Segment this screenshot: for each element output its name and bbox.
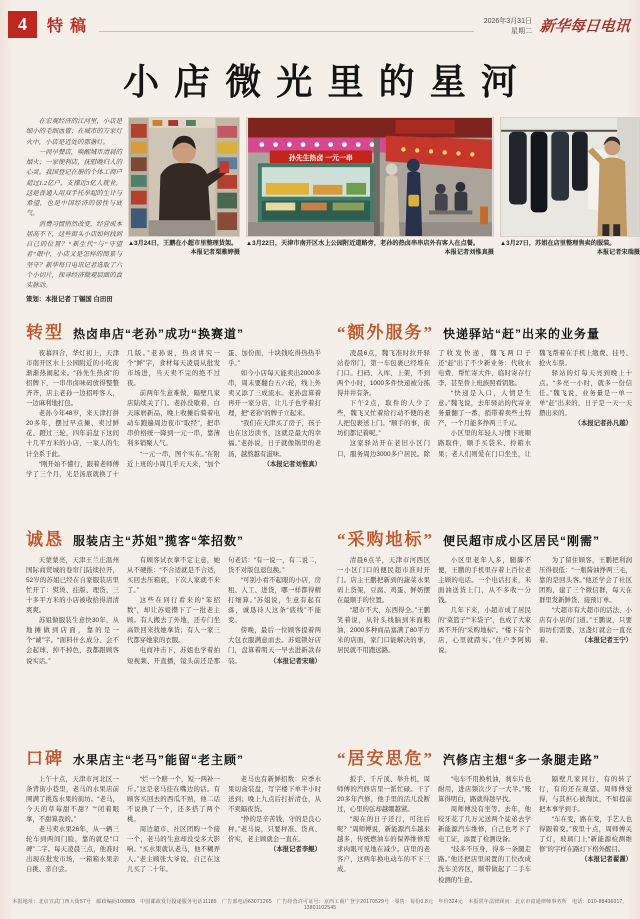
section-label: 特稿 bbox=[47, 18, 94, 35]
article-paragraph: 这些在同行看来的“笨招数”，却让苏姐攒下了一批老主顾。有人搬去了外地，还专门坐高铁回来找她拿货；有人一家三代都穿她家的衣服。 bbox=[127, 596, 220, 645]
article-section bbox=[337, 744, 632, 905]
section-title: 水果店主“老马”能留“老主顾” bbox=[73, 752, 245, 767]
article-paragraph: “挣的是辛苦钱，守的是良心秤。”老马说，只要秤准、货真、价实，老主顾就会一直在。 （本报记者李鲲） bbox=[228, 815, 321, 845]
article-paragraph: 驿站的灯每天亮到晚上十点。“多亮一小时，就多一份信任。”魏飞说，业务量是一单一单“赶”出来的，日子是一天一天攒出来的。 （本报记者孙凡越） bbox=[539, 369, 632, 420]
article-paragraph: 小区里的年轻人习惯下班顺路取件，顺手买袋米、拎箱水果；老人们则爱在门口坐坐，让魏飞帮着在手机上缴费、挂号、抢火车票。 bbox=[438, 349, 632, 458]
intro-paragraph: 在宏观经济的江河里，小店是细小的毛细血管；在城市的万家灯火中，小店是近处的那盏灯。 bbox=[26, 118, 122, 146]
section-headline bbox=[337, 318, 632, 343]
article-sections bbox=[0, 306, 640, 905]
intro-column bbox=[26, 117, 122, 306]
article-paragraph: “电车不用换机油，刹车片也耐用，进店频次少了一大半。”账算得明白，路就得趁早找。 bbox=[438, 775, 531, 803]
photo-caption bbox=[500, 240, 640, 258]
article-paragraph: “车在变，路在变，手艺人也得跟着变。”夜里十点，周师傅关了灯，玻璃门上“新能源检测维修”的字样在路灯下格外醒目。 （本报记者翟濯） bbox=[539, 815, 632, 855]
supermarket-photo-image bbox=[128, 117, 240, 237]
section-tag: 口碑 bbox=[26, 748, 64, 768]
section-headline bbox=[337, 744, 632, 769]
photo-supermarket bbox=[128, 117, 240, 258]
article-paragraph: 上午十点，天津市河北区一条背街小巷里，老马的水果店前围满了挑选水果的街坊。“老马，今天的草莓甜不甜？”“闭着眼拿，不甜算我的。” bbox=[26, 775, 119, 823]
clothing-shop-photo-image bbox=[500, 117, 640, 237]
page-number: 4 bbox=[18, 14, 27, 34]
article-paragraph: 老马也有新鲜招数：应季水果切盒装盘，写字楼下单半小时送到；晚上九点后打折清仓，从不卖隔夜货。 bbox=[228, 775, 321, 813]
reporter-credit: （本报记者孙凡越） bbox=[574, 420, 632, 428]
reporter-credit: （本报记者翟濯） bbox=[580, 856, 632, 864]
caption-credit: 本报记者刘惟真摄 bbox=[444, 248, 494, 256]
article-paragraph: “大超市有大超市的活法，小店有小店的门道。”王鹏说，只要街坊们需要，这盏灯就会一直亮着。 （本报记者王宁） bbox=[539, 606, 632, 646]
intro-paragraph: 消费习惯悄然改变，经营成本居高不下，这些街头小店如何找到自己的位置？“新生代”与“守望者”眼中，小店又是怎样的图景与坚守？新华每日电讯记者选取了六个小切片，探寻经济微观层面的真实脉动。 bbox=[26, 220, 122, 289]
article-section bbox=[337, 318, 632, 513]
article-paragraph: 傍晚，最后一位顾客提着两大包衣服满意而去。苏姐锁好店门，盘算着明天一早去进新款春装。 （本报记者宋瑞） bbox=[228, 626, 321, 666]
article-section bbox=[337, 525, 632, 732]
article-paragraph: 隔壁几家同行，有的转了行，有的还在观望。周师傅觉得，与其担心被淘汰，不如提前把本事学到手。 bbox=[539, 775, 632, 813]
section-body bbox=[337, 556, 632, 732]
header-rule bbox=[99, 31, 474, 32]
article-paragraph: “我们在天津买了房子，孩子也在这边读书，这就是最大的幸福。”老孙说，日子就像锅里的老汤，越熬越有滋味。 （本报记者刘惟真） bbox=[228, 419, 321, 459]
page-number-box bbox=[8, 11, 37, 38]
intro-paragraph: 一间早餐店，唤醒城市清晨的烟火；一家便利店，抚慰晚归人的心灵。我国登记在册的个体工商户超过1.2亿户，支撑近3亿人就业，这是普通人用双手托举起的生计与希望，也是中国经济的韧性与底气。 bbox=[26, 148, 122, 218]
article-paragraph: “烂一个赔一个，短一两补一斤。”这是老马挂在嘴边的话。有顾客买回去的西瓜不熟，他二话不说换了一个，还多搭了两个桃。 bbox=[127, 775, 220, 823]
article-section bbox=[26, 525, 321, 732]
section-tag: “采购地标” bbox=[337, 529, 434, 549]
intro-paragraphs bbox=[26, 117, 122, 291]
page-header bbox=[0, 0, 640, 38]
article-paragraph: 电商冲击下，苏姐也学着拍短视频、开直播，镜头前还是那句老话：“有一说一，有二说二，货不对版包退包换。” bbox=[127, 556, 321, 665]
caption-credit: 本报记者宋瑞摄 bbox=[596, 248, 640, 256]
page-footer: 本报地址：北京宣武门西大街57号 邮政编码100803 中国邮政发行投递服务电话11185 广告部电话63071265 广告经营许可证号：京西工商广登字20170529号 零售：每份0.8元 年价324元 本报常年法律顾问：北京市富通律师事务所 电话：010-88406017、13801102545 bbox=[12, 899, 628, 911]
photo-caption bbox=[246, 240, 494, 258]
section-title: 快递驿站“赶”出来的业务量 bbox=[443, 326, 601, 341]
section-body bbox=[337, 775, 632, 905]
section-tag: 诚恳 bbox=[26, 529, 64, 549]
stall-sign-text: 孙先生热卤 一元一串 bbox=[288, 154, 353, 162]
article-paragraph: 有顾客试衣拿不定主意，她从不硬推：“不合适就是不合适，买回去压箱底，下次人家就不来了。” bbox=[127, 556, 220, 594]
article-paragraph: 周师傅没有坐等。去年，他咬牙花了几万元送两个徒弟去学新能源汽车维修，自己也考下了电工证，添置了检测设备。 bbox=[438, 805, 531, 844]
article-paragraph: 老马卖水果26年，从一辆三轮车到两间门脸，靠的就是“口碑”二字。每天凌晨三点，他准时出现在批发市场，一箱箱水果亲自挑、亲自尝。 bbox=[26, 826, 119, 874]
section-body bbox=[337, 349, 632, 513]
caption-text: ▲3月22日，天津市南开区水上公园附近道路旁，老孙的热卤串串店外有客人在点餐。 bbox=[246, 240, 480, 247]
section-headline bbox=[337, 525, 632, 550]
article-paragraph: 夜幕四合，华灯初上，天津市南开区水上公园附近的小吃街渐渐热闹起来。“孙先生热卤”的招牌下，一串串卤味码放得整整齐齐，店主老孙一边招呼客人，一边麻利地打包。 bbox=[26, 349, 119, 408]
reporter-credit: （本报记者王宁） bbox=[580, 637, 632, 645]
section-body bbox=[26, 556, 321, 732]
section-headline bbox=[26, 318, 321, 343]
section-title: 服装店主“苏姐”揽客“笨招数” bbox=[73, 533, 245, 548]
section-tag: “居安思危” bbox=[337, 748, 434, 768]
article-paragraph: “超市不大，东西得全。”王鹏笑着说，从针头线脑到米面粮油，2000多种商品塞满了80平方米的店面，家门口能解决的事，居民就不用跑远路。 bbox=[337, 607, 430, 655]
reporter-credit: （本报记者宋瑞） bbox=[269, 657, 321, 665]
page-title: 小店微光里的星河 bbox=[123, 62, 533, 102]
article-paragraph: “刚开始不懂行，跟着老师傅学了三个月，光是汤底就换了十几版。”老孙说，热卤讲究一个“鲜”字，食材每天凌晨从批发市场进，当天卖不完的绝不过夜。 bbox=[26, 349, 220, 478]
article-paragraph: 几年下来，小超市成了居民的“菜篮子”“米袋子”，也成了大家离不开的“采购地标”。“楼下有个店，心里就踏实。”住户李阿姨说。 bbox=[438, 607, 531, 655]
article-paragraph: 周边超市、社区团购一个接一个，老马的生意却没受多大影响。“买水果就认老马，他不糊弄人。”老主顾张大爷说，自己在这儿买了二十年。 bbox=[127, 826, 220, 874]
article-section bbox=[26, 318, 321, 513]
caption-credit: 本报记者栗雅婷摄 bbox=[190, 248, 240, 256]
article-paragraph: “技多不压身，得多一条腿走路。”他还把店里闲置的工位改成洗车美容区，顺带做起了二手车检测的生意。 bbox=[438, 846, 531, 884]
article-paragraph: 老孙今年48岁，来天津打拼20多年，摆过早点摊、卖过鲜花、蹬过三轮，四年前盘下这间十几平方米的小店，一家人的生计全系于此。 bbox=[26, 410, 119, 458]
caption-text: ▲3月27日，苏姐在店里整理售卖的服装。 bbox=[500, 240, 616, 247]
section-tag: 转型 bbox=[26, 322, 64, 342]
reporter-credit: （本报记者李鲲） bbox=[269, 846, 321, 854]
article-paragraph: 清晨6点半，天津市河西区一小区门口的便民超市准时开门。店主王鹏把新到的蔬菜水果码上货架，豆腐、鸡蛋、鲜奶摆在最顺手的位置。 bbox=[337, 556, 430, 604]
article-paragraph: 小区里老年人多，腿脚不便，王鹏的手机里存着上百位老主顾的电话。一个电话打来，米面油送货上门，从不多收一分钱。 bbox=[438, 556, 531, 604]
article-paragraph: 苏姐做服装生意快30年，从地摊做到店面，靠的是一个“诚”字。“面料什么成分、会不会起球、掉不掉色，我都跟顾客说实话。” bbox=[26, 617, 119, 665]
intro-credit: 策划：本报记者 丁锡国 白田田 bbox=[26, 296, 113, 304]
photo-street-stall bbox=[246, 117, 494, 258]
section-headline bbox=[26, 525, 321, 550]
article-paragraph: “可别小看不起眼的小店，房租、人工、进货，哪一样都得精打细算。”苏姐说，生意有起有落，诚恳待人这条“底线”不能变。 bbox=[228, 576, 321, 625]
article-paragraph: “现在的日子还行，可往后呢？”周师傅说，新能源汽车越来越多，传统燃油车的保养维修需求肉眼可见地在减少。店里的老客户，这两年换电动车的不下三成。 bbox=[337, 815, 430, 874]
section-title: 便民超市成小区居民“刚需” bbox=[443, 533, 601, 548]
article-paragraph: 天蒙蒙亮，天津王兰庄温州国际商贸城的卷帘门陆续拉开，52岁的苏姐已经在自家服装店里忙开了：熨烫、挂版、理货，三十多平方米的小店被收拾得清清爽爽。 bbox=[26, 556, 119, 615]
section-headline bbox=[26, 744, 321, 769]
weekday-text: 星期二 bbox=[510, 27, 532, 35]
article-section bbox=[26, 744, 321, 905]
article-paragraph: 这家驿站开在老旧小区门口，服务周边3000多户居民。除了收发快递，魏飞两口子还“赶”出了不少新业务：代收水电费、帮忙寄大件、临时寄存行李，甚至替上班族照看钥匙。 bbox=[337, 349, 531, 458]
photo-caption bbox=[128, 240, 240, 258]
date-text: 2026年3月31日 bbox=[483, 18, 532, 26]
article-paragraph: 前两年生意难做，隔壁几家店陆续关了门。老孙没歇着，白天琢磨新品，晚上收摊后骑着电动车跑遍周边夜市“取经”，把串串价格统一降到一元一串，靠薄利多销聚人气。 bbox=[127, 389, 220, 448]
article-paragraph: 为了留住顾客，王鹏把利润压得很低：“一瓶酱油挣两三毛，靠的是回头客。”他还学会了社区团购，建了三个微信群，每天在群里发新鲜货、接预订单。 bbox=[539, 556, 632, 604]
section-body bbox=[26, 775, 321, 905]
article-paragraph: “快递是入口，人情是生意。”魏飞说，去年驿站的代寄业务量翻了一番，捎带着卖些土特产，一个月能多挣两三千元。 bbox=[438, 389, 531, 428]
street-stall-photo-image bbox=[246, 117, 494, 237]
photo-clothing-shop bbox=[500, 117, 640, 258]
caption-text: ▲3月24日，王鹏在小超市里整理货架。 bbox=[128, 240, 238, 247]
article-paragraph: 凌晨6点，魏飞准时拉开驿站卷帘门，第一车包裹已经堆在门口。扫码、入库、上架，不到两个小时，1000多件快递被分拣得井井有条。 bbox=[337, 349, 430, 397]
masthead-logo: 新华每日电讯 bbox=[538, 19, 631, 35]
article-paragraph: 下午2点，取件的人少了些，魏飞又忙着给行动不便的老人把包裹送上门。“顺手的事，街坊们都记着呢。” bbox=[337, 400, 430, 438]
date-block bbox=[484, 17, 532, 36]
article-paragraph: 如今小店每天能卖出2000多串，周末要翻台五六轮，线上外卖又添了三成流水。老孙盘算着再开一家分店，让儿子也学着打理，把“老孙”的牌子立起来。 bbox=[228, 369, 321, 418]
section-body bbox=[26, 349, 321, 513]
section-tag: “额外服务” bbox=[337, 322, 434, 342]
article-paragraph: 扳手、千斤顶、举升机，周师傅的汽修店里一派忙碌。干了20多年汽修，他手里的活儿没断过，心里的弦却越绷越紧。 bbox=[337, 775, 430, 813]
top-row bbox=[0, 117, 640, 306]
section-title: 汽修店主想“多一条腿走路” bbox=[443, 752, 601, 767]
reporter-credit: （本报记者刘惟真） bbox=[263, 460, 321, 468]
section-title: 热卤串店“老孙”成功“换赛道” bbox=[73, 326, 245, 341]
article-paragraph: “一元一串，图个实在。”在附近上班的小周几乎天天来，“加个蛋、加份面，十块钱吃得热热乎乎。” bbox=[127, 349, 321, 468]
